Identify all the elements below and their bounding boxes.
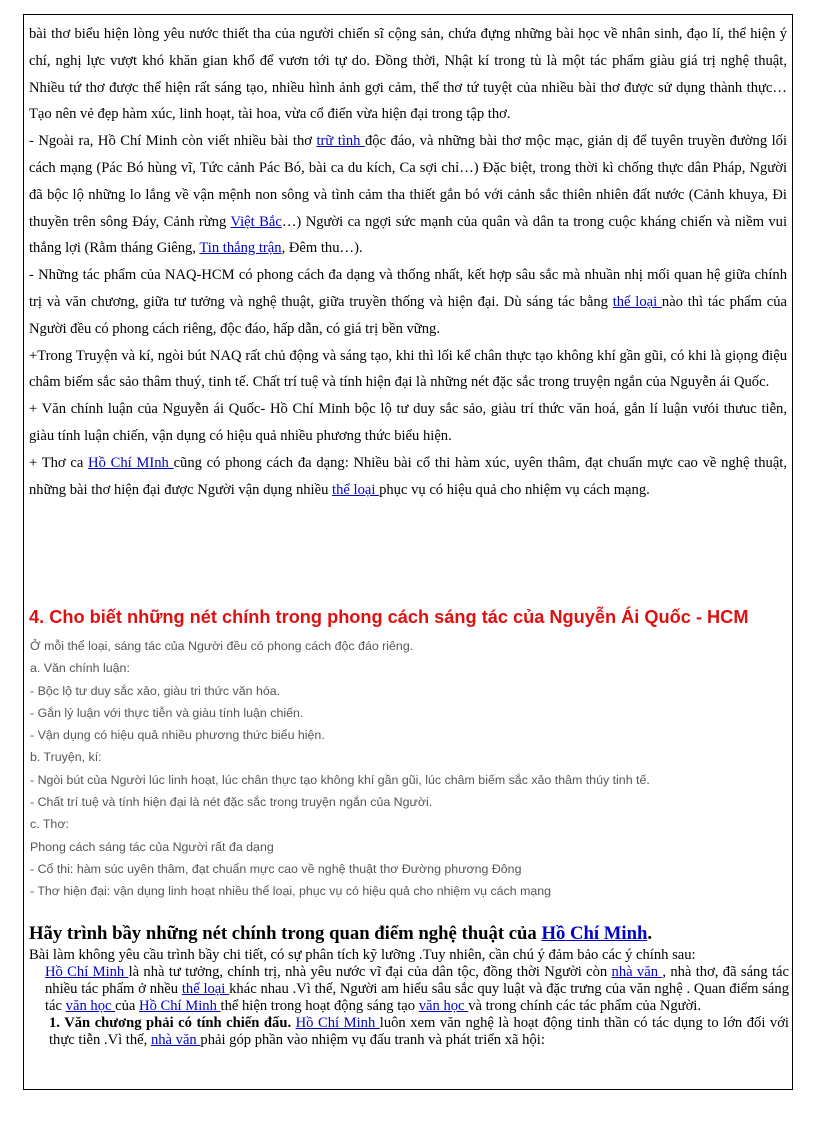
list-line: c. Thơ:: [30, 817, 69, 832]
text: cũng có phong cách đa dạng: Nhiều bài cổ thi hàm xúc, uyên thâm, đạt chuẩn mực cao về nghệ thuật, những bài thơ hiện đại được Người vận dụng nhiều: [29, 454, 787, 498]
text: độc đáo, và những bài thơ mộc mạc, giản dị để tuyên truyền đường lối cách mạng (Pác Bó hùng vĩ, Tức cảnh Pác Bó, bài ca du kích, Ca sợi chỉ…) Đặc biệt, trong thời kì chống thực dân Pháp, Người đã bộc lộ những lo lắng về vận mệnh non sông và tình cảm tha thiết gắn bó với cảnh sắc thiên nhiên đất nước (Cảnh khuya, Đi thuyền trên sông Đáy, Cảnh rừng: [29, 133, 787, 230]
question-text: Hãy trình bầy những nét chính trong quan điểm nghệ thuật của: [29, 923, 542, 944]
paragraph: [29, 262, 787, 342]
paragraph: +Trong Truyện và kí, ngòi bút NAQ rất chủ động và sáng tạo, khi thì lối kể chân thực tạo không khí gần gũi, có khi là giọng điệu châm biếm sắc sảo thâm thuý, tinh tế. Chất trí tuệ và tính hiện đại là những nét đặc sắc trong truyện ngắn của Nguyễn ái Quốc.: [29, 347, 787, 391]
link-ho-chi-minh[interactable]: Hồ Chí Minh: [45, 964, 129, 980]
list-line: - Vận dụng có hiệu quả nhiều phương thức biểu hiện.: [30, 728, 325, 743]
text: luôn xem văn nghệ là hoạt động tinh thần có tác dụng to lớn đối với thực tiễn .Vì thế,: [49, 1015, 789, 1048]
link-nha-van[interactable]: nhà văn: [150, 1032, 201, 1048]
link-ho-chi-minh[interactable]: Hồ Chí Minh: [295, 1015, 380, 1031]
question-heading: [29, 923, 789, 945]
link-van-hoc[interactable]: văn học: [65, 998, 116, 1014]
paragraph: [29, 1015, 789, 1049]
list-line: - Bộc lộ tư duy sắc xảo, giàu tri thức văn hóa.: [30, 683, 281, 698]
text: , Đêm thu…).: [281, 240, 363, 257]
list-line: - Cổ thi: hàm súc uyên thâm, đạt chuẩn mực cao về nghệ thuật thơ Đường phương Đông: [30, 861, 522, 876]
text: nào thì tác phẩm của Người đều có phong cách riêng, độc đáo, hấp dẫn, có giá trị bền vững.: [29, 293, 787, 337]
list-line: - Ngòi bút của Người lúc linh hoạt, lúc chân thực tạo không khí gần gũi, lúc châm biếm sắc xảo thâm thúy tinh tế.: [30, 772, 650, 787]
link-van-hoc[interactable]: văn học: [418, 998, 469, 1014]
intro-line: Bài làm không yêu cầu trình bầy chi tiết, có sự phân tích kỹ lưỡng .Tuy nhiên, cần chú ý đảm bảo các ý chính sau:: [29, 947, 696, 963]
list-line: Phong cách sáng tác của Người rất đa dạng: [30, 839, 274, 854]
link-viet-bac[interactable]: Việt Bắc: [230, 213, 282, 230]
body-text-block: [29, 21, 787, 503]
text: là nhà tư tưởng, chính trị, nhà yêu nước vĩ đại của dân tộc, đồng thời Người còn: [128, 964, 612, 980]
section-4-heading: 4. Cho biết những nét chính trong phong cách sáng tác của Nguyễn Ái Quốc - HCM: [29, 607, 749, 627]
list-line: - Gắn lý luận với thực tiễn và giàu tính luận chiến.: [30, 705, 304, 720]
question-end: .: [647, 923, 653, 944]
text: của: [115, 998, 140, 1014]
text: phục vụ có hiệu quả cho nhiệm vụ cách mạng.: [379, 481, 650, 498]
link-the-loai[interactable]: thể loại: [332, 481, 380, 498]
text: phải góp phần vào nhiệm vụ đấu tranh và phát triển xã hội:: [200, 1032, 545, 1048]
list-line: b. Truyện, kí:: [30, 750, 102, 765]
link-ho-chi-minh[interactable]: Hồ Chí Minh: [139, 998, 221, 1014]
link-the-loai[interactable]: thể loại: [612, 293, 662, 310]
paragraph: [29, 964, 789, 1015]
paragraph: [29, 21, 787, 128]
link-tru-tinh[interactable]: trữ tình: [316, 133, 365, 150]
link-ho-chi-minh[interactable]: Hồ Chí Minh: [541, 923, 648, 944]
answer-block: [29, 947, 789, 1049]
text: bài thơ biểu hiện lòng yêu nước thiết tha của người chiến sĩ cộng sản, chứa đựng những bài học về nhân sinh, đạo lí, thể hiện ý chí, nghị lực vượt khó khăn gian khổ để vươn tới tự do. Đồng thời, Nhật kí trong tù là một tác phẩm giàu giá trị nghệ thuật, Nhiều tứ thơ được thể hiện rất sáng tạo, nhiều hình ảnh gợi cảm, thể thơ tứ tuyệt của nhiều bài thơ được sử dụng thành thực… Tạo nên vẻ đẹp hàm xúc, linh hoạt, tài hoa, vừa cổ điển vừa hiện đại trong tập thơ.: [29, 26, 787, 123]
list-line: - Chất trí tuệ và tính hiện đại là nét đặc sắc trong truyện ngắn của Người.: [30, 795, 433, 810]
paragraph: [29, 450, 787, 504]
list-line: Ở mỗi thể loại, sáng tác của Người đều có phong cách độc đáo riêng.: [30, 639, 414, 653]
text: - Những tác phẩm của NAQ-HCM có phong cách đa dạng và thống nhất, kết hợp sâu sắc mà nhuần nhị mối quan hệ giữa chính trị và văn chương, giữa tư tưởng và nghệ thuật, giữa truyền thống và hiện đại. Dù sáng tác bằng: [29, 267, 787, 310]
text: + Thơ ca: [29, 454, 89, 471]
paragraph: + Văn chính luận của Nguyễn ái Quốc- Hồ Chí Minh bộc lộ tư duy sắc sảo, giàu trí thức văn hoá, gắn lí luận vưói thưuc tiễn, giàu tính luận chiến, vận dụng có hiệu quả nhiều phương thức biểu hiện.: [29, 401, 787, 444]
text: …) Người ca ngợi sức mạnh của quân và dân ta trong cuộc kháng chiến và niềm vui thắng lợi (Rằm tháng Giêng,: [29, 213, 787, 257]
text: thể hiện trong hoạt động sáng tạo: [220, 998, 419, 1014]
point-heading: 1. Văn chương phải có tính chiến đấu.: [49, 1015, 292, 1031]
link-nha-van[interactable]: nhà văn: [611, 964, 663, 980]
list-line: a. Văn chính luận:: [30, 661, 130, 676]
link-ho-chi-minh[interactable]: Hồ Chí MInh: [88, 454, 174, 471]
text: , nhà thơ, đã sáng tác nhiều tác phẩm ở nhều: [45, 964, 789, 997]
paragraph: [29, 128, 787, 262]
text: - Ngoài ra, Hồ Chí Minh còn viết nhiều bài thơ: [29, 133, 317, 150]
link-tin-thang-tran[interactable]: Tin thắng trận: [199, 240, 282, 257]
text: và trong chính các tác phẩm của Người.: [468, 998, 702, 1014]
link-the-loai[interactable]: thể loại: [181, 981, 230, 997]
text: khác nhau .Vì thế, Người am hiểu sâu sắc quy luật và đặc trưng của văn nghệ . Quan điểm sáng tác: [45, 981, 790, 1014]
list-line: - Thơ hiện đại: vận dụng linh hoạt nhiều thể loại, phục vụ có hiệu quả cho nhiệm vụ cách mạng: [30, 884, 552, 899]
document-frame: [23, 14, 793, 1090]
section-4-list: [30, 635, 785, 903]
